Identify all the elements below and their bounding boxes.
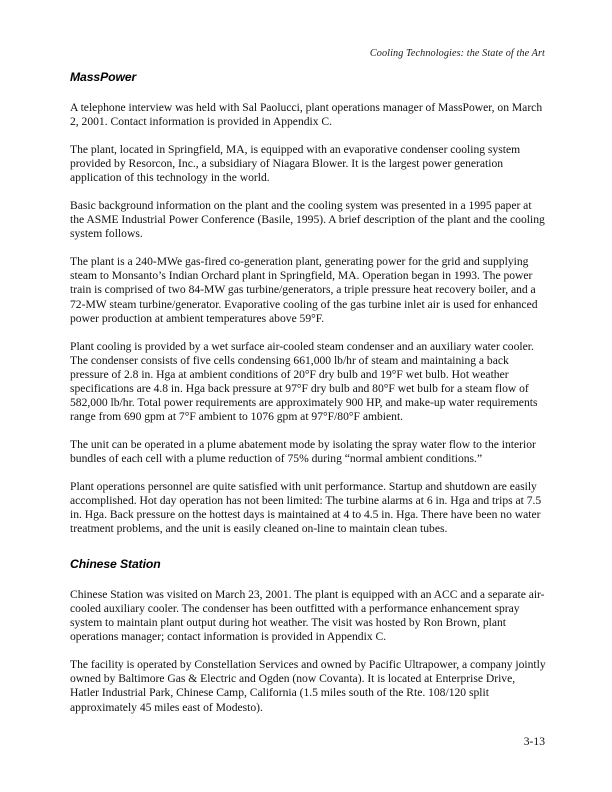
page-content (70, 70, 546, 715)
page-number: 3-13 (523, 735, 545, 748)
paragraph: Chinese Station was visited on March 23, 2001. The plant is equipped with an ACC and a separate air-cooled auxiliary cooler. The condenser has been outfitted with a performance enhancement spray system to maintain plant output during hot weather. The visit was hosted by Ron Brown, plant operations manager; contact information is provided in Appendix C. (70, 588, 545, 644)
paragraph: A telephone interview was held with Sal Paolucci, plant operations manager of MassPower, on March 2, 2001. Contact information is provided in Appendix C. (70, 101, 543, 129)
paragraph: The unit can be operated in a plume abatement mode by isolating the spray water flow to the interior bundles of each cell with a plume reduction of 75% during “normal ambient conditions.” (70, 437, 536, 465)
paragraph: The facility is operated by Constellation Services and owned by Pacific Ultrapower, a company jointly owned by Baltimore Gas & Electric and Ogden (now Covanta). It is located at Enterprise Drive, Hatler Industrial Park, Chinese Camp, California (1.5 miles south of the Rte. 108/120 split approximately 45 miles east of Modesto). (70, 658, 546, 714)
paragraph: Basic background information on the plant and the cooling system was presented in a 1995 paper at the ASME Industrial Power Conference (Basile, 1995). A brief description of the plant and the cooling system follows. (70, 199, 545, 241)
paragraph: Plant operations personnel are quite satisfied with unit performance. Startup and shutdown are easily accomplished. Hot day operation has not been limited: The turbine alarms at 6 in. Hga and trips at 7.5 in. Hga. Back pressure on the hottest days is maintained at 4 to 4.5 in. Hga. There have been no water treatment problems, and the unit is easily cleaned on-line to maintain clean tubes. (70, 479, 542, 536)
section-heading-chinese-station: Chinese Station (70, 557, 161, 572)
paragraph: The plant, located in Springfield, MA, is equipped with an evaporative condenser cooling system provided by Resorcon, Inc., a subsidiary of Niagara Blower. It is the largest power generation application of this technology in the world. (70, 143, 521, 185)
running-head: Cooling Technologies: the State of the Art (369, 48, 545, 59)
section-heading-masspower: MassPower (70, 70, 137, 84)
paragraph: Plant cooling is provided by a wet surface air-cooled steam condenser and an auxiliary water cooler. The condenser consists of five cells condensing 661,000 lb/hr of steam and maintaining a back pressure of 2.8 in. Hga at ambient conditions of 20°F dry bulb and 19°F wet bulb. Hot weather specifications are 4.8 in. Hga back pressure at 97°F dry bulb and 80°F wet bulb for a steam flow of 582,000 lb/hr. Total power requirements are approximately 900 HP, and make-up water requirements range from 690 gpm at 7°F ambient to 1076 gpm at 97°F/80°F ambient. (70, 339, 538, 423)
paragraph: The plant is a 240-MWe gas-fired co-generation plant, generating power for the grid and supplying steam to Monsanto’s Indian Orchard plant in Springfield, MA. Operation began in 1993. The power train is comprised of two 84-MW gas turbine/generators, a triple pressure heat recovery boiler, and a 72-MW steam turbine/generator. Evaporative cooling of the gas turbine inlet air is used for enhanced power production at ambient temperatures above 59°F. (70, 255, 538, 325)
